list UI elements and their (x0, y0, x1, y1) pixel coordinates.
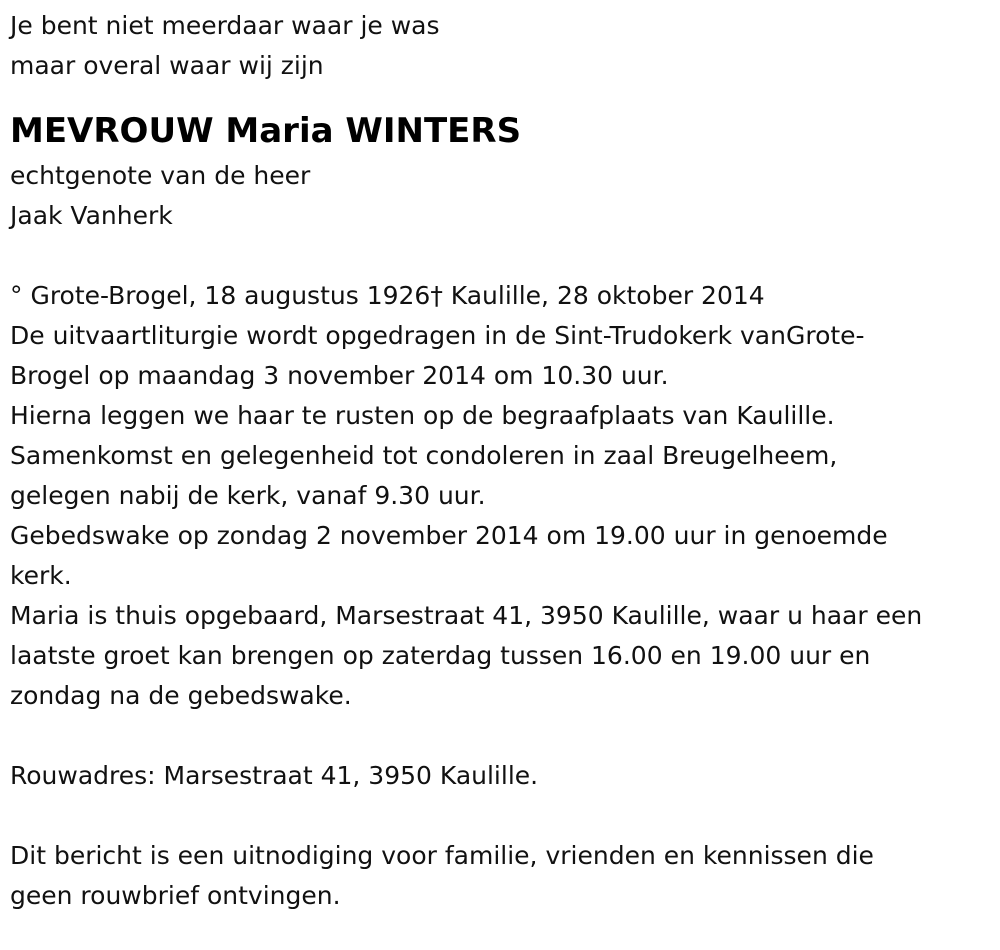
deceased-name: MEVROUW Maria WINTERS (10, 111, 522, 151)
relation-line-2: Jaak Vanherk (10, 201, 173, 230)
spacer (10, 796, 990, 836)
spacer (10, 716, 990, 756)
relation-line-1: echtgenote van de heer (10, 161, 311, 190)
body-line: Hierna leggen we haar te rusten op de begraafplaats van Kaulille. (10, 401, 835, 430)
body-line: Samenkomst en gelegenheid tot condoleren in zaal Breugelheem, (10, 441, 838, 470)
body-line: De uitvaartliturgie wordt opgedragen in de Sint-Trudokerk vanGrote- (10, 321, 865, 350)
body-line: Gebedswake op zondag 2 november 2014 om 19.00 uur in genoemde (10, 521, 888, 550)
body-line: laatste groet kan brengen op zaterdag tussen 16.00 en 19.00 uur en (10, 641, 871, 670)
poem-line-1: Je bent niet meerdaar waar je was (10, 11, 440, 40)
mourning-address: Rouwadres: Marsestraat 41, 3950 Kaulille. (10, 761, 539, 790)
obituary-notice (10, 6, 990, 916)
body-line: gelegen nabij de kerk, vanaf 9.30 uur. (10, 481, 486, 510)
body-line: zondag na de gebedswake. (10, 681, 352, 710)
body-line: Maria is thuis opgebaard, Marsestraat 41, 3950 Kaulille, waar u haar een (10, 601, 923, 630)
body-line: kerk. (10, 561, 72, 590)
closing-line-1: Dit bericht is een uitnodiging voor familie, vrienden en kennissen die (10, 841, 874, 870)
poem-line-2: maar overal waar wij zijn (10, 51, 324, 80)
spacer (10, 236, 990, 276)
body-line: Brogel op maandag 3 november 2014 om 10.30 uur. (10, 361, 669, 390)
birth-death-dates: ° Grote-Brogel, 18 augustus 1926† Kaulille, 28 oktober 2014 (10, 281, 765, 310)
closing-line-2: geen rouwbrief ontvingen. (10, 881, 341, 910)
